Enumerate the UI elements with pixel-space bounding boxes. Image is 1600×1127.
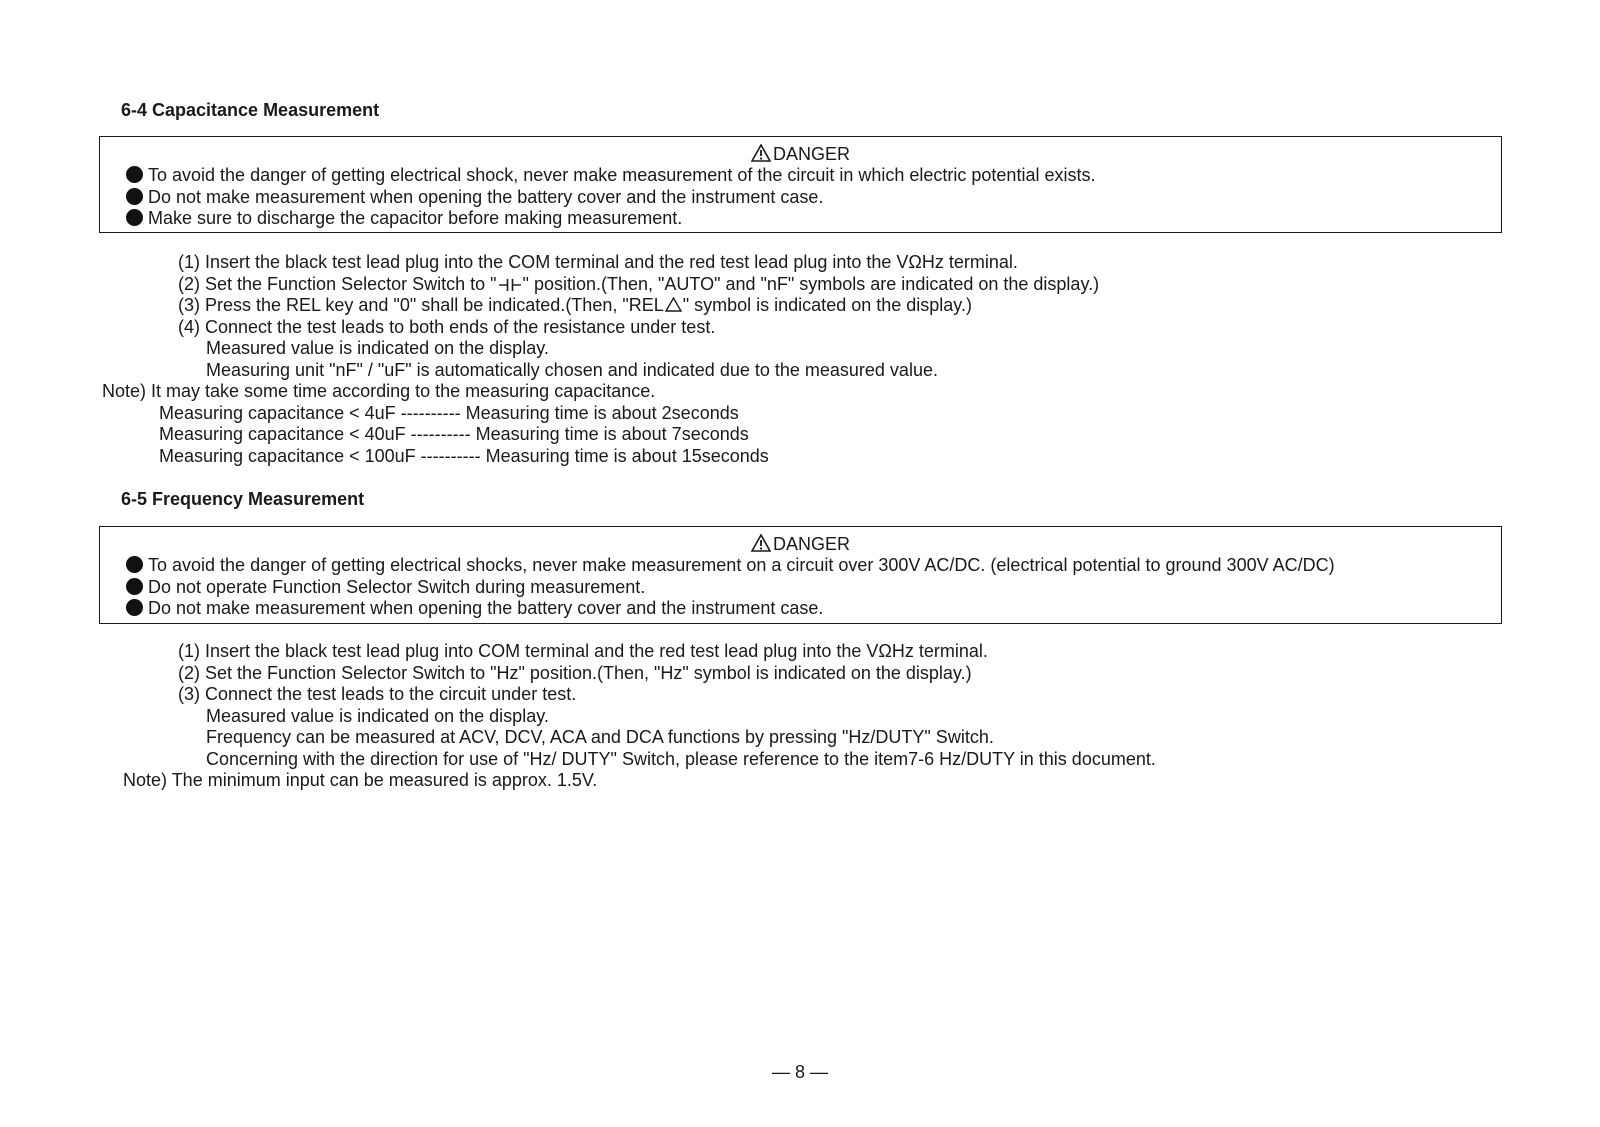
step-3-line-4: Concerning with the direction for use of "Hz/ DUTY" Switch, please reference to the item7-6 Hz/DUTY in this document. [206, 748, 1156, 769]
section-title-capacitance: 6-4 Capacitance Measurement [121, 100, 380, 120]
step-2-text-b: " position.(Then, "AUTO" and "nF" symbols are indicated on the display.) [522, 273, 1100, 294]
section-title-frequency: 6-5 Frequency Measurement [121, 489, 365, 509]
warning-triangle-icon [751, 144, 771, 167]
bullet-icon [126, 599, 143, 616]
bullet-icon [126, 578, 143, 595]
note-line-1: Measuring capacitance < 4uF ---------- Measuring time is about 2seconds [159, 402, 739, 423]
step-1: (1) Insert the black test lead plug into the COM terminal and the red test lead plug into the VΩHz terminal. [178, 252, 1018, 272]
step-4: (4) Connect the test leads to both ends of the resistance under test. [178, 316, 716, 337]
danger-heading [100, 533, 1501, 555]
bullet-icon [126, 166, 143, 183]
delta-triangle-icon [665, 296, 682, 318]
capacitor-symbol-icon [499, 276, 521, 298]
danger-box-capacitance [99, 136, 1502, 233]
danger-item [100, 165, 1501, 187]
bullet-icon [126, 209, 143, 226]
step-2-text-a: (2) Set the Function Selector Switch to " [178, 273, 497, 294]
danger-label: DANGER [772, 144, 850, 164]
danger-item-text: Do not operate Function Selector Switch during measurement. [148, 576, 646, 597]
danger-box-frequency [99, 526, 1502, 624]
danger-heading [100, 143, 1501, 165]
danger-item [100, 208, 1501, 230]
step-2 [178, 274, 1099, 298]
note-line-2: Measuring capacitance < 40uF ---------- Measuring time is about 7seconds [159, 424, 749, 444]
step-2: (2) Set the Function Selector Switch to "Hz" position.(Then, "Hz" symbol is indicated on the display.) [178, 662, 972, 683]
note-capacitance: Note) It may take some time according to the measuring capacitance. [102, 381, 656, 401]
danger-item-text: Do not make measurement when opening the battery cover and the instrument case. [148, 186, 824, 207]
step-4-line-2: Measured value is indicated on the display. [206, 338, 549, 358]
danger-item-text: Do not make measurement when opening the battery cover and the instrument case. [148, 598, 824, 618]
danger-label: DANGER [772, 534, 850, 554]
step-3 [178, 295, 972, 318]
note-frequency: Note) The minimum input can be measured is approx. 1.5V. [123, 770, 598, 790]
warning-triangle-icon [751, 534, 771, 557]
danger-item-text: To avoid the danger of getting electrical shocks, never make measurement on a circuit over 300V AC/DC. (electrical potential to ground 300V AC/DC) [148, 555, 1335, 575]
danger-item [100, 555, 1501, 577]
step-3-text-b: " symbol is indicated on the display.) [682, 295, 972, 315]
step-3-line-2: Measured value is indicated on the display. [206, 705, 549, 726]
danger-item-text: To avoid the danger of getting electrical shock, never make measurement of the circuit in which electric potential exists. [148, 165, 1096, 185]
bullet-icon [126, 188, 143, 205]
danger-item-text: Make sure to discharge the capacitor before making measurement. [148, 208, 683, 228]
step-1: (1) Insert the black test lead plug into COM terminal and the red test lead plug into the VΩHz terminal. [178, 641, 988, 661]
step-3-text-a: (3) Press the REL key and "0" shall be indicated.(Then, "REL [178, 295, 664, 315]
danger-item [100, 598, 1501, 620]
step-4-line-3: Measuring unit "nF" / "uF" is automatically chosen and indicated due to the measured value. [206, 359, 938, 380]
step-3: (3) Connect the test leads to the circuit under test. [178, 684, 577, 704]
danger-item [100, 577, 1501, 599]
bullet-icon [126, 556, 143, 573]
note-line-3: Measuring capacitance < 100uF ---------- Measuring time is about 15seconds [159, 445, 769, 466]
danger-item [100, 187, 1501, 209]
step-3-line-3: Frequency can be measured at ACV, DCV, ACA and DCA functions by pressing "Hz/DUTY" Switch. [206, 727, 994, 747]
page-number: — 8 — [771, 1062, 828, 1082]
